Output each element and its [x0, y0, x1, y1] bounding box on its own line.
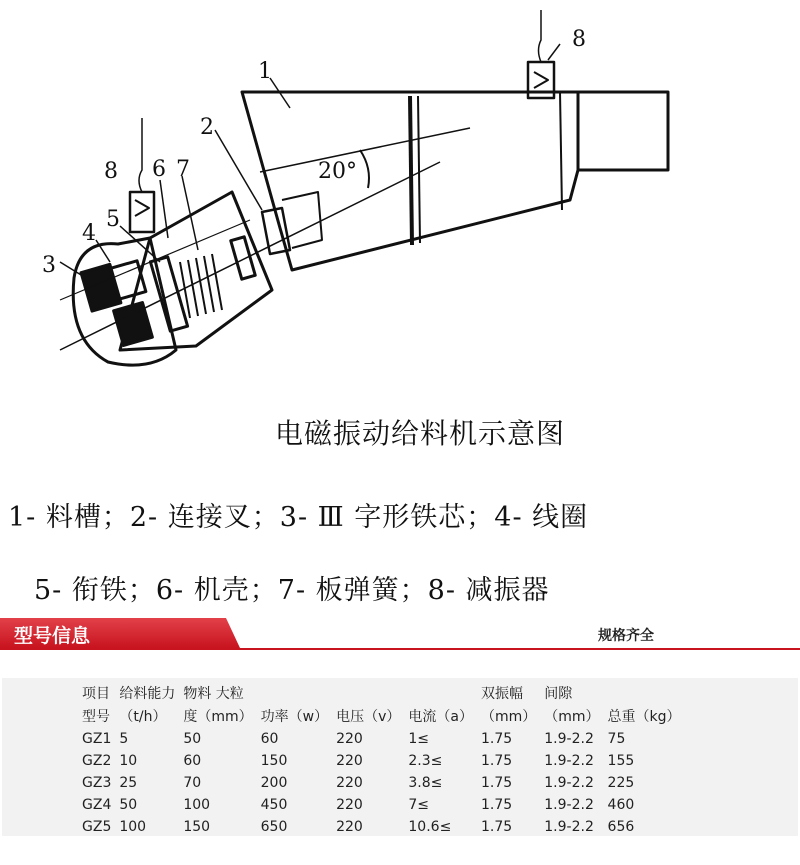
header-cell: 项目 — [82, 686, 110, 702]
table-cell: 1.9-2.2 — [544, 731, 594, 747]
diagram-label-2: 2 — [200, 115, 214, 140]
table-cell: 1.75 — [480, 797, 513, 813]
table-cell: 75 — [607, 731, 626, 747]
header-cell: （mm） — [480, 709, 537, 725]
table-cell: 3.8≤ — [408, 775, 443, 791]
table-cell: 25 — [119, 775, 138, 791]
diagram-label-4: 4 — [82, 221, 96, 246]
parts-legend-line-1: 1- 料槽；2- 连接叉；3- Ⅲ 字形铁芯；4- 线圈 — [8, 502, 589, 533]
table-cell: 10 — [119, 753, 138, 769]
table-cell: GZ4 — [82, 797, 112, 813]
header-cell: 功率（w） — [260, 709, 329, 725]
header-cell — [604, 682, 685, 706]
table-cell: 650 — [260, 819, 288, 835]
page-footer-space — [0, 846, 800, 865]
table-cell: 1.75 — [480, 753, 513, 769]
diagram-label-1: 1 — [258, 59, 272, 84]
table-cell: 2.3≤ — [408, 753, 443, 769]
header-cell: （mm） — [544, 709, 600, 725]
table-row — [78, 772, 685, 794]
table-cell: 70 — [183, 775, 202, 791]
section-header — [0, 618, 800, 650]
parts-legend-line-2: 5- 衔铁；6- 机壳；7- 板弹簧；8- 减振器 — [34, 575, 550, 606]
table-cell: 50 — [119, 797, 138, 813]
diagram-label-3: 3 — [42, 253, 56, 278]
table-cell: 450 — [260, 797, 288, 813]
header-cell: 双振幅 — [480, 686, 523, 702]
spec-table — [78, 682, 685, 838]
table-cell: 225 — [607, 775, 635, 791]
section-divider — [0, 648, 800, 650]
angle-label: 20° — [318, 159, 357, 184]
table-cell: GZ1 — [82, 731, 112, 747]
header-cell — [257, 682, 332, 706]
diagram-label-6: 6 — [152, 157, 166, 182]
header-cell: 给料能力 — [119, 686, 176, 702]
header-cell: 总重（kg） — [607, 709, 681, 725]
table-cell: 1.9-2.2 — [544, 797, 594, 813]
header-cell: 物料 大粒 — [183, 686, 244, 702]
table-cell: 1.75 — [480, 819, 513, 835]
table-cell: GZ2 — [82, 753, 112, 769]
schematic-svg — [0, 0, 800, 400]
header-cell — [332, 682, 404, 706]
table-header-row — [78, 706, 685, 728]
table-cell: 1≤ — [408, 731, 430, 747]
header-cell: 间隙 — [544, 686, 573, 702]
table-row — [78, 728, 685, 750]
table-cell: 7≤ — [408, 797, 430, 813]
table-cell: GZ3 — [82, 775, 112, 791]
feeder-schematic-diagram — [0, 0, 800, 400]
header-cell: 型号 — [82, 709, 110, 725]
table-header-row — [78, 682, 685, 706]
table-cell: 220 — [336, 775, 363, 791]
table-cell: 60 — [260, 731, 279, 747]
table-cell: 220 — [336, 797, 363, 813]
table-cell: 220 — [336, 753, 363, 769]
table-cell: 220 — [336, 731, 363, 747]
table-cell: 60 — [183, 753, 202, 769]
table-cell: 1.75 — [480, 731, 513, 747]
header-cell: 度（mm） — [183, 709, 253, 725]
table-cell: 50 — [183, 731, 202, 747]
section-title: 型号信息 — [14, 625, 91, 647]
table-cell: 1.9-2.2 — [544, 753, 594, 769]
table-cell: 5 — [119, 731, 129, 747]
table-cell: 220 — [336, 819, 363, 835]
table-cell: 100 — [119, 819, 147, 835]
section-subtitle: 规格齐全 — [598, 628, 654, 644]
header-cell: 电流（a） — [408, 709, 473, 725]
diagram-label-8-right: 8 — [572, 27, 586, 52]
table-row — [78, 794, 685, 816]
table-cell: 155 — [607, 753, 635, 769]
table-row — [78, 750, 685, 772]
table-cell: 1.9-2.2 — [544, 775, 594, 791]
table-cell: 100 — [183, 797, 211, 813]
spec-table-panel — [2, 678, 798, 836]
table-cell: 10.6≤ — [408, 819, 452, 835]
table-cell: 1.75 — [480, 775, 513, 791]
diagram-label-5: 5 — [106, 207, 120, 232]
table-cell: 150 — [260, 753, 288, 769]
table-row — [78, 816, 685, 838]
table-cell: 460 — [607, 797, 635, 813]
table-cell: GZ5 — [82, 819, 112, 835]
header-cell — [404, 682, 477, 706]
header-cell: 电压（v） — [336, 709, 401, 725]
header-cell: （t/h） — [119, 709, 167, 725]
table-cell: 200 — [260, 775, 288, 791]
table-cell: 656 — [607, 819, 635, 835]
table-cell: 1.9-2.2 — [544, 819, 594, 835]
diagram-label-7: 7 — [176, 157, 190, 182]
diagram-label-8-left: 8 — [104, 159, 118, 184]
diagram-caption: 电磁振动给料机示意图 — [274, 417, 565, 450]
table-cell: 150 — [183, 819, 211, 835]
